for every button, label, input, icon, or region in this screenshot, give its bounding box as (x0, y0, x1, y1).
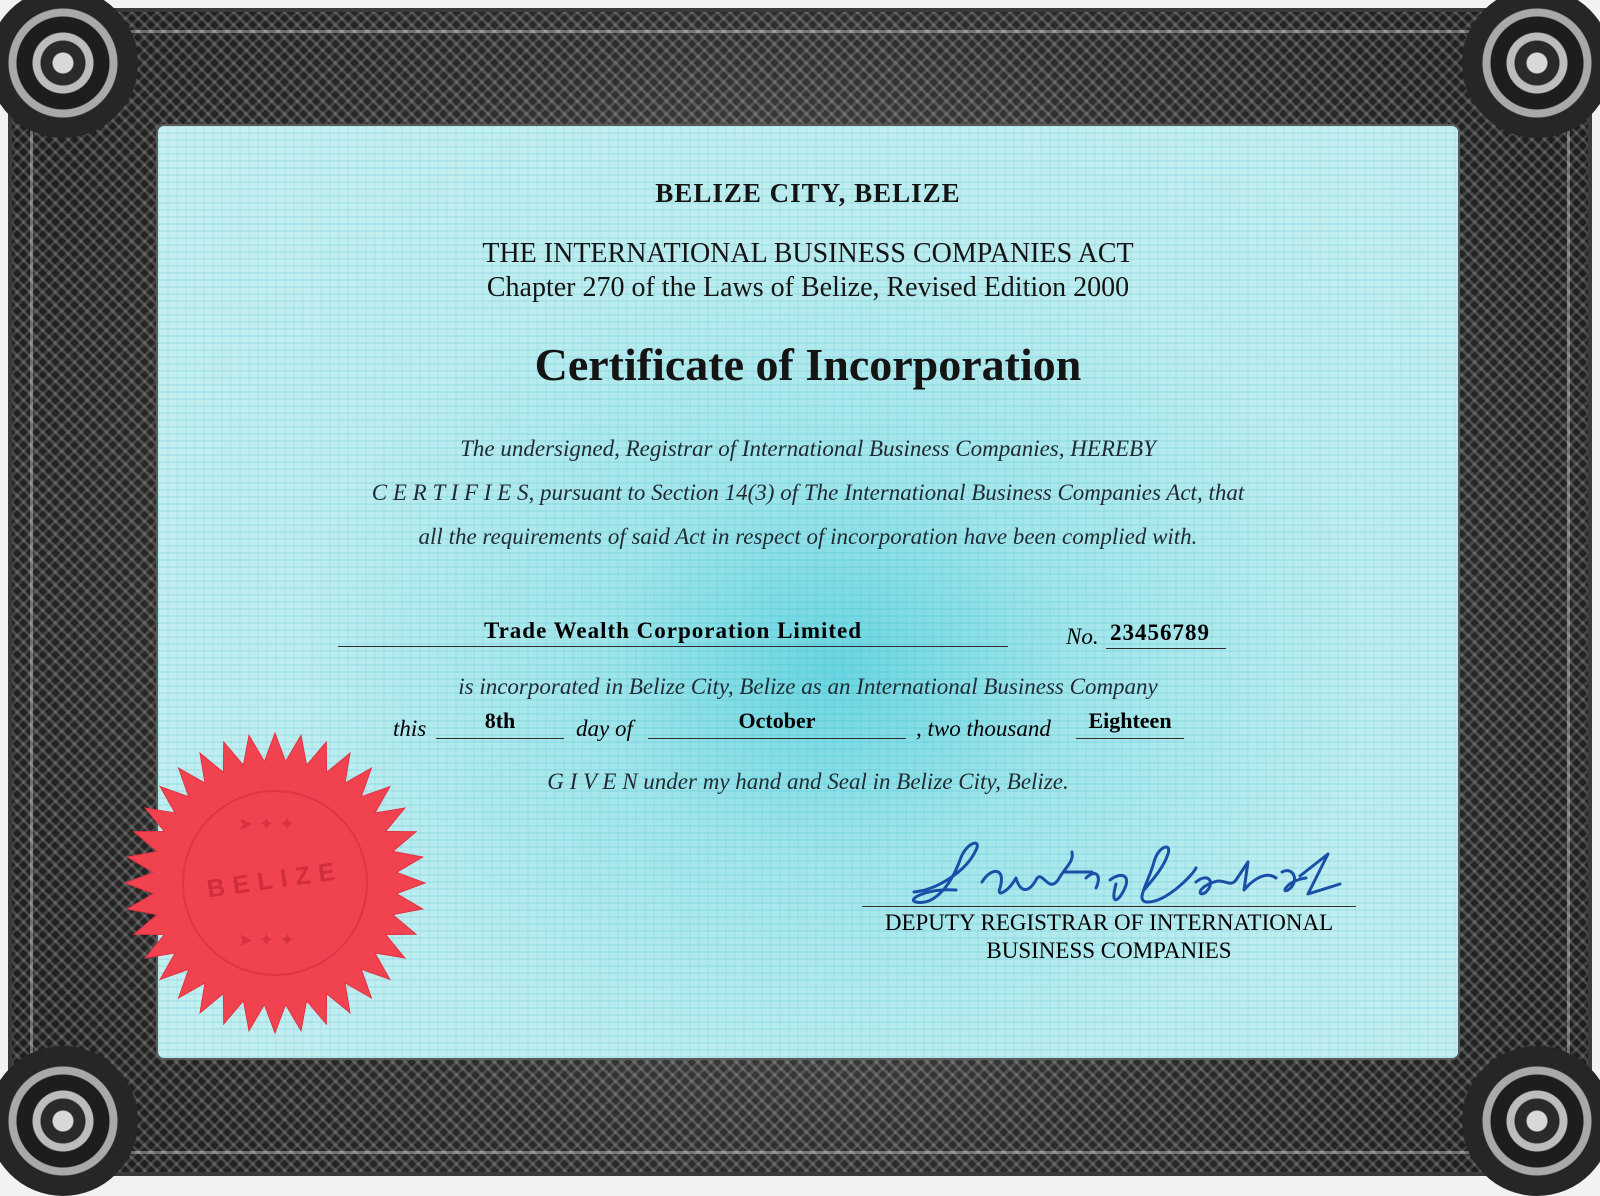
act-chapter: Chapter 270 of the Laws of Belize, Revised Edition 2000 (486, 272, 1130, 303)
corner-ornament-bottom-right (1462, 1046, 1600, 1196)
certification-line-2: C E R T I F I E S, pursuant to Section 14(3) of The International Business Companies Act, that (371, 480, 1245, 505)
act-title: THE INTERNATIONAL BUSINESS COMPANIES ACT (482, 238, 1134, 269)
year-line (1076, 738, 1184, 739)
given-statement: G I V E N under my hand and Seal in Belize City, Belize. (547, 769, 1069, 794)
date-two-thousand-label: , two thousand (916, 716, 1051, 741)
svg-text:➤ ✦ ✦: ➤ ✦ ✦ (238, 814, 295, 835)
date-this-label: this (393, 716, 427, 741)
registrar-title-line-2: BUSINESS COMPANIES (986, 938, 1232, 963)
seal-embossed-text: BELIZE (205, 856, 345, 904)
red-seal (120, 728, 430, 1038)
certification-line-1: The undersigned, Registrar of International Business Companies, HEREBY (460, 436, 1156, 461)
incorporation-day: 8th (484, 708, 516, 733)
registrar-signature (896, 832, 1356, 914)
certificate-title: Certificate of Incorporation (534, 339, 1082, 390)
company-number-line (1106, 648, 1226, 649)
svg-text:➤ ✦ ✦: ➤ ✦ ✦ (238, 930, 295, 951)
month-line (648, 738, 906, 739)
day-line (436, 738, 564, 739)
incorporation-year: Eighteen (1088, 708, 1172, 733)
corner-ornament-bottom-left (0, 1046, 138, 1196)
company-name: Trade Wealth Corporation Limited (483, 618, 863, 643)
company-number: 23456789 (1110, 620, 1210, 645)
signature-line (862, 906, 1356, 907)
incorporation-statement: is incorporated in Belize City, Belize as an International Business Company (458, 674, 1158, 699)
registrar-title-line-1: DEPUTY REGISTRAR OF INTERNATIONAL (884, 910, 1334, 935)
company-number-label: No. (1066, 624, 1099, 649)
city-heading: BELIZE CITY, BELIZE (655, 178, 961, 208)
company-name-line (338, 646, 1008, 647)
certification-line-3: all the requirements of said Act in respect of incorporation have been complied with. (418, 524, 1198, 549)
incorporation-month: October (738, 708, 816, 733)
certificate-border (8, 8, 1592, 1176)
date-day-of-label: day of (576, 716, 633, 741)
